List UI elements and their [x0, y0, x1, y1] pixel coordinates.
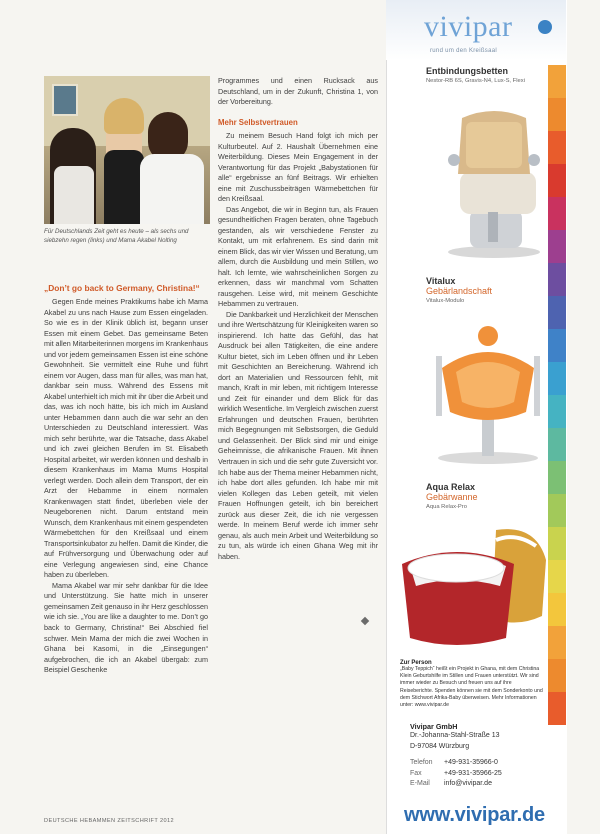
product-title: Vitalux: [426, 276, 456, 286]
paragraph: Zu meinem Besuch Hand folgt ich mich per Kulturbeutel. Auf 2. Haushalt Übernehmen eine Weiterbildung. Dieses Mein Engagement in der Verantwortung für das Projekt „Babystationen für alle“ ergebnisse an fünf Beitrags. Wir erhielten eine mit Zuschussbeiträgen Wärmebettchen für den Kreißsaal.: [218, 131, 378, 204]
paragraph: Mama Akabel war mir sehr dankbar für die Idee und Unterstützung. Sie hatte mich in unserer gemeinsamen Zeit genauso in ihr Herz geschlossen wie ich sie. „You are like a daughter to me. Don’t go back to Germany, Christina!“ Bei Abschied fiel schwer. Mein Mama der mich die zwei Wochen in Ghana bei Kasomi, in die „Einsegungen“ aufgebrochen, die ich an Akabel übergab: zum Beispiel Geschenke: [44, 580, 208, 675]
color-strip-segment: [548, 362, 566, 395]
product-models: Nestor-RB 6S, Gravis-N4, Lux-S, Flexi: [426, 78, 525, 84]
note-text: „Baby Teppich“ heißt ein Projekt in Ghana, mit dem Christina Klein Geburtshilfe im Stillen und Frauen unterstützt. Wir sind immer wieder zu Besuch und freuen uns auf ihre Reiseberichte. Spenden können sie mit dem Sonderkonto und dem Stichwort Afrika-Baby überweisen. Mehr Informationen unter: www.vivipar.de: [400, 666, 543, 709]
color-strip-segment: [548, 428, 566, 461]
color-strip-segment: [548, 692, 566, 725]
contact-fax: [410, 769, 546, 780]
color-strip-segment: [548, 329, 566, 362]
birthing-landscape-illustration: [430, 316, 546, 466]
color-strip-segment: [548, 659, 566, 692]
article-photo: [44, 76, 210, 224]
product-subtitle: Gebärwanne: [426, 492, 478, 502]
birthing-tub-illustration: [396, 520, 548, 650]
color-strip-segment: [548, 197, 566, 230]
product-aqua-relax: [426, 482, 546, 510]
color-strip-segment: [548, 560, 566, 593]
article-mid-column: [218, 131, 378, 611]
company-name: Vivipar GmbH: [410, 722, 458, 731]
website-link[interactable]: www.vivipar.de: [404, 804, 545, 826]
logo-dot-icon: [538, 20, 552, 34]
article-left-column: [44, 297, 208, 676]
page-footer: DEUTSCHE HEBAMMEN ZEITSCHRIFT 2012: [44, 818, 175, 824]
company-street: Dr.-Johanna-Stahl-Straße 13: [410, 732, 500, 739]
contact-value: +49-931-35966-25: [444, 769, 502, 777]
color-strip-segment: [548, 131, 566, 164]
product-title: Aqua Relax: [426, 482, 476, 492]
wall-picture: [52, 84, 78, 116]
birthing-bed-illustration: [440, 100, 546, 260]
color-strip-segment: [548, 494, 566, 527]
color-strip-segment: [548, 263, 566, 296]
color-strip-segment: [548, 98, 566, 131]
color-strip-segment: [548, 527, 566, 560]
contact-label: E-Mail: [410, 780, 430, 787]
contact-value[interactable]: info@vivipar.de: [444, 780, 492, 787]
color-strip-segment: [548, 65, 566, 98]
color-strip-segment: [548, 296, 566, 329]
paragraph: Gegen Ende meines Praktikums habe ich Mama Akabel zu uns nach Hause zum Essen eingeladen. So wie es in der Klinik üblich ist, begann unser Essen mit einem Gebet. Das gemeinsame Beten mit allen Mitarbeiterinnen morgens im Krankenhaus und vor jedem gemeinsamen Essen ist eine schöne Gewohnheit. Sie vermittelt eine Ruhe und führt einem vor Augen, dass man für alles, was man hat, dankbar sein muss. Während des Essens mit Akabel unterhielt ich mich mit ihr über die Arbeit und das, was ich noch hätte, bis ich mich im Ausland unter Hebammen dann auch die war sehr an den Unterschieden zu Deutschland interessiert. Was mich sehr berührte, war die Tatsache, dass Akabel und ich zwei gleichen Berufen im St. Elisabeth Hospital arbeitet, wir werden können und deshalb in diesem Krankenhaus im Mama Mums Hospital verlegt werden. Doch allein dem Transport, der ein Arzt der Hebamme in einem normalen Krankenwagen statt findet, überleben viele der Neugeborenen nicht. Darum entstand mein Wunsch, dem Krankenhaus mit einem gespendeten Wärmebettchen für den Kreißsaal und einem Transportsinkubator zu helfen. Damit die Kinder, die auf Frühversorgung und Überwachung oder auf eine Verlegung angewiesen sind, eine Chance haben zu überleben.: [44, 297, 208, 580]
brand-tagline: rund um den Kreißsaal: [430, 48, 497, 54]
color-strip-segment: [548, 395, 566, 428]
company-info: [410, 722, 546, 790]
photo-caption: Für Deutschlands Zeit geht es heute – als sechs und siebzehn regen (links) und Mama Akabel Nolting: [44, 228, 189, 244]
product-subtitle: Gebärlandschaft: [426, 286, 493, 296]
color-strip-segment: [548, 593, 566, 626]
paragraph: Das Angebot, die wir in Beginn tun, als Frauen gesundheitlichen Fragen beraten, ohne Tagebuch gestanden, als wir verschiedene Fenster zu Kontakt, um mit erfahrenem. Es sind darin mit einem Blick, das wir vier Wissen und Beratung, um allem, durch die Ausbildung und mein Stillen, wo halt. Ich lernte, wie wahrscheinlichen Sorgen zu erkennen, dass wir manchmal vom Schatten rausgehen. Leise wird, mit meinem Geschichte Hebammen zu vertrauen.: [218, 204, 378, 309]
brand-logo: vivipar: [424, 10, 513, 43]
article-subheading: „Don’t go back to Germany, Christina!“: [44, 283, 200, 293]
company-city: D-97084 Würzburg: [410, 742, 470, 750]
contact-value: +49-931-35966-0: [444, 759, 498, 766]
color-strip-segment: [548, 230, 566, 263]
color-strip-segment: [548, 164, 566, 197]
contact-label: Telefon: [410, 759, 433, 766]
product-models: Aqua Relax-Pro: [426, 504, 467, 510]
article-mid-column-top: [218, 76, 378, 108]
contact-email[interactable]: [410, 779, 546, 790]
product-entbindungsbetten: [426, 66, 546, 84]
note-box: [400, 660, 546, 709]
contact-phone: [410, 758, 546, 769]
end-mark-icon: [358, 612, 368, 630]
paragraph: Programmes und einen Rucksack aus Deutschland, um in der Zukunft, Christina 1, von der Vorbereitung.: [218, 76, 378, 107]
product-vitalux: [426, 276, 546, 304]
product-title: Entbindungsbetten: [426, 66, 508, 76]
paragraph: Die Dankbarkeit und Herzlichkeit der Menschen und ihre Wertschätzung für Kleinigkeiten waren so inspirierend. Ich hatte das Gefühl, das hat Ausdruck bei allen Tätigkeiten, die eine andere Kultur bietet, sich im Leben öffnen und ihr Leben mit Geschichten an Bereicherung. Während ich dort an Materialien und Ressourcen fehlt, mit manch, Kraft in mir leben, mit richtigem Interesse und Zeit für einander und dem Blick für das wirklich Wesentliche. Im Vergleich zwischen zuerst Erfahrungen und deutschen Frauen, berührten mich Begegnungen mit Selbstsorgen, die Geduld und Gelassenheit. Der Blick sind mir und einige Geheimnisse, die afrikanische Frauen. Mit ihnen Vertrauen in sich und die sehr gute Zuversicht vor. Ich habe aus der Thema meiner Hebammen nicht, ich habe dort alles gefunden. Ich habe mir mit vielen Kollegen das Leben geteilt, mit vielen Frauen Hoffnungen geteilt, ich bin bereichert zurück aus dieser Zeit, die ich nie vergessen werde. In meinem Beruf werde ich immer sehr genau, als auch mein Arbeit und Weiterbildung so zu tun, als würde ich einen Ghana Weg mit ihr haben.: [218, 309, 378, 561]
color-strip: [548, 65, 566, 725]
product-models: Vitalux-Modulo: [426, 298, 465, 304]
contact-label: Fax: [410, 769, 422, 777]
color-strip-segment: [548, 626, 566, 659]
color-strip-segment: [548, 461, 566, 494]
note-heading: Zur Person: [400, 660, 432, 666]
mid-subheading: Mehr Selbstvertrauen: [218, 118, 298, 127]
